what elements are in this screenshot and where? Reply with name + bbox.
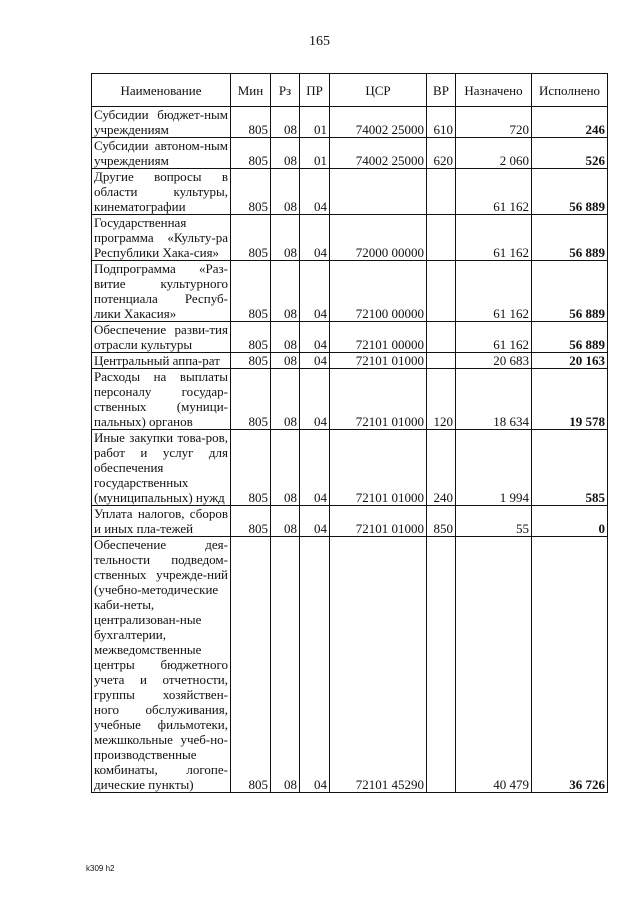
row-executed: 56 889 (532, 261, 608, 322)
row-rz: 08 (271, 107, 300, 138)
row-assigned: 20 683 (456, 353, 532, 369)
page-number: 165 (309, 34, 330, 49)
table-row (92, 506, 608, 537)
table-row (92, 369, 608, 430)
row-csr: 74002 25000 (330, 107, 427, 138)
row-assigned: 61 162 (456, 169, 532, 215)
row-pr: 04 (300, 169, 330, 215)
row-rz: 08 (271, 430, 300, 506)
row-assigned: 61 162 (456, 322, 532, 353)
table-row (92, 430, 608, 506)
row-name: Государственная программа «Культу-ра Республики Хака-сия» (92, 215, 231, 261)
table-row (92, 261, 608, 322)
row-csr: 72100 00000 (330, 261, 427, 322)
row-executed: 19 578 (532, 369, 608, 430)
row-executed: 0 (532, 506, 608, 537)
row-vr: 240 (427, 430, 456, 506)
row-vr (427, 215, 456, 261)
row-assigned: 720 (456, 107, 532, 138)
row-assigned: 61 162 (456, 261, 532, 322)
row-name: Субсидии автоном-ным учреждениям (92, 138, 231, 169)
row-min: 805 (231, 169, 271, 215)
row-assigned: 2 060 (456, 138, 532, 169)
row-pr: 04 (300, 369, 330, 430)
table-row (92, 107, 608, 138)
header-vr: ВР (427, 74, 456, 107)
row-min: 805 (231, 506, 271, 537)
row-assigned: 18 634 (456, 369, 532, 430)
row-pr: 01 (300, 107, 330, 138)
row-executed: 246 (532, 107, 608, 138)
row-name: Обеспечение разви-тия отрасли культуры (92, 322, 231, 353)
row-vr: 610 (427, 107, 456, 138)
row-csr (330, 169, 427, 215)
row-pr: 04 (300, 322, 330, 353)
row-rz: 08 (271, 506, 300, 537)
header-executed: Исполнено (532, 74, 608, 107)
row-pr: 04 (300, 506, 330, 537)
header-csr: ЦСР (330, 74, 427, 107)
table-row (92, 169, 608, 215)
row-name: Субсидии бюджет-ным учреждениям (92, 107, 231, 138)
row-min: 805 (231, 353, 271, 369)
row-vr (427, 322, 456, 353)
table-row (92, 138, 608, 169)
row-min: 805 (231, 215, 271, 261)
row-min: 805 (231, 537, 271, 793)
row-executed: 526 (532, 138, 608, 169)
header-min: Мин (231, 74, 271, 107)
row-vr: 620 (427, 138, 456, 169)
row-name: Обеспечение дея-тельности подведом-ственных учрежде-ний (учебно-методические каби-неты, централизован-ные бухгалтерии, межведомственные центры бюджетного учета и отчетности, группы хозяйствен-ного обслуживания, учебные фильмотеки, межшкольные учеб-но-производственные комбинаты, логопе-дические пункты) (92, 537, 231, 793)
row-min: 805 (231, 430, 271, 506)
row-assigned: 1 994 (456, 430, 532, 506)
row-executed: 20 163 (532, 353, 608, 369)
row-pr: 04 (300, 430, 330, 506)
row-min: 805 (231, 107, 271, 138)
row-min: 805 (231, 322, 271, 353)
row-csr: 72000 00000 (330, 215, 427, 261)
row-rz: 08 (271, 261, 300, 322)
row-vr (427, 537, 456, 793)
row-min: 805 (231, 261, 271, 322)
row-csr: 72101 01000 (330, 369, 427, 430)
row-assigned: 55 (456, 506, 532, 537)
row-min: 805 (231, 138, 271, 169)
row-vr (427, 353, 456, 369)
budget-table (91, 73, 608, 793)
row-assigned: 40 479 (456, 537, 532, 793)
table-row (92, 322, 608, 353)
row-vr: 120 (427, 369, 456, 430)
row-rz: 08 (271, 537, 300, 793)
row-name: Расходы на выплаты персоналу государ-ственных (муници-пальных) органов (92, 369, 231, 430)
row-executed: 585 (532, 430, 608, 506)
row-executed: 56 889 (532, 169, 608, 215)
row-vr (427, 261, 456, 322)
row-assigned: 61 162 (456, 215, 532, 261)
row-executed: 56 889 (532, 215, 608, 261)
header-name: Наименование (92, 74, 231, 107)
row-csr: 72101 01000 (330, 353, 427, 369)
footer-document-code: k309 h2 (86, 864, 115, 873)
table-row (92, 537, 608, 793)
row-rz: 08 (271, 169, 300, 215)
table-row (92, 353, 608, 369)
row-pr: 01 (300, 138, 330, 169)
row-name: Подпрограмма «Раз-витие культурного потенциала Респуб-лики Хакасия» (92, 261, 231, 322)
row-pr: 04 (300, 261, 330, 322)
row-rz: 08 (271, 369, 300, 430)
row-name: Центральный аппа-рат (92, 353, 231, 369)
row-rz: 08 (271, 353, 300, 369)
row-rz: 08 (271, 215, 300, 261)
row-vr (427, 169, 456, 215)
table-header-row (92, 74, 608, 107)
row-pr: 04 (300, 537, 330, 793)
header-assigned: Назначено (456, 74, 532, 107)
row-csr: 72101 00000 (330, 322, 427, 353)
header-rz: Рз (271, 74, 300, 107)
row-csr: 72101 01000 (330, 506, 427, 537)
row-rz: 08 (271, 138, 300, 169)
row-executed: 36 726 (532, 537, 608, 793)
row-pr: 04 (300, 353, 330, 369)
row-min: 805 (231, 369, 271, 430)
row-name: Уплата налогов, сборов и иных пла-тежей (92, 506, 231, 537)
row-pr: 04 (300, 215, 330, 261)
row-csr: 72101 01000 (330, 430, 427, 506)
table-row (92, 215, 608, 261)
header-pr: ПР (300, 74, 330, 107)
row-rz: 08 (271, 322, 300, 353)
row-name: Иные закупки това-ров, работ и услуг для обеспечения государственных (муниципальных) нужд (92, 430, 231, 506)
row-csr: 74002 25000 (330, 138, 427, 169)
row-executed: 56 889 (532, 322, 608, 353)
row-vr: 850 (427, 506, 456, 537)
row-name: Другие вопросы в области культуры, кинематографии (92, 169, 231, 215)
row-csr: 72101 45290 (330, 537, 427, 793)
